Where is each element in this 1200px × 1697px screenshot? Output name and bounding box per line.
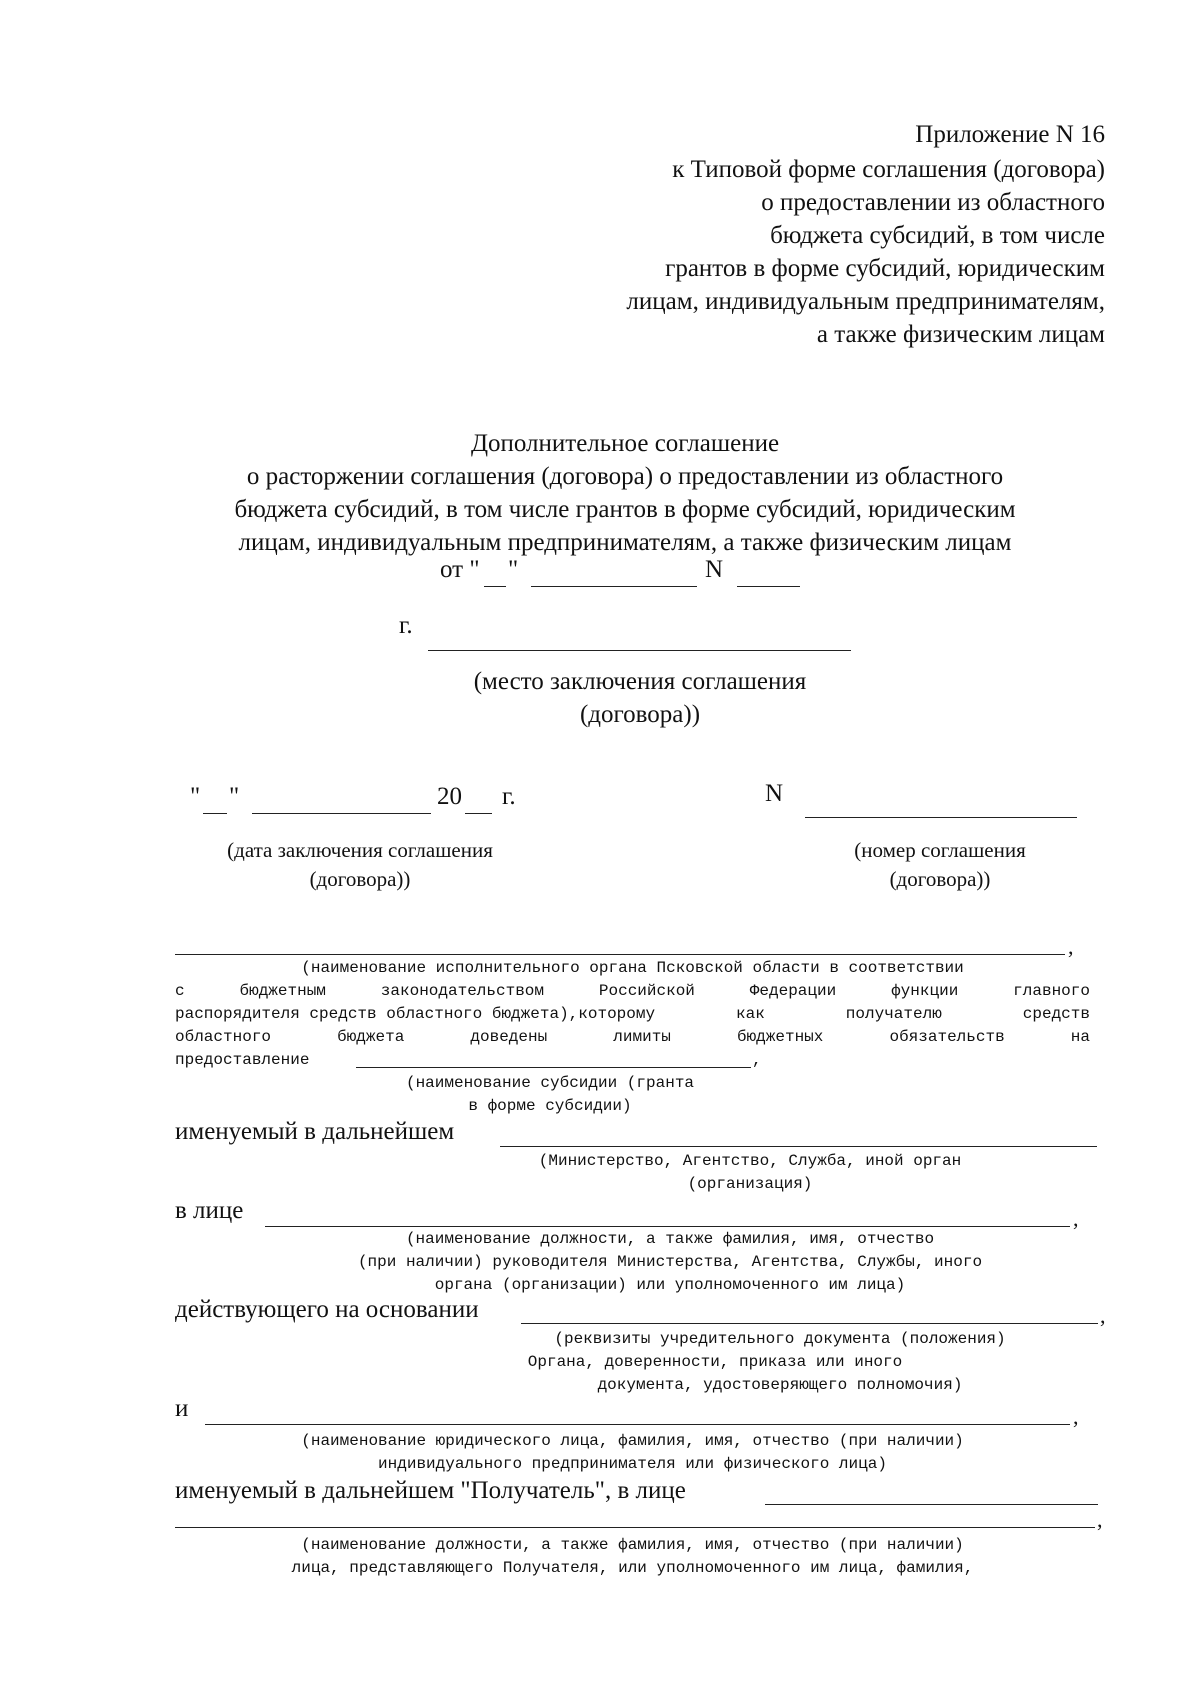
place-caption: (договора)) [579,701,701,728]
organ-caption-justified: областного бюджета доведены лимиты бюджетных обязательств на [175,1028,1090,1046]
city-prefix: г. [399,612,413,639]
and-label: и [175,1395,189,1422]
acting-label: действующего на основании [175,1296,479,1323]
provision-label: предоставление [175,1051,310,1069]
organ-caption-justified: распорядителя средств областного бюджета),которому как получателю средств [175,1005,1090,1023]
title-line: Дополнительное соглашение [470,430,780,457]
position-caption: органа (организации) или уполномоченного им лица) [434,1276,906,1294]
year-blank[interactable] [465,813,492,814]
number-caption: (номер соглашения [854,838,1026,862]
basis-blank[interactable] [521,1323,1098,1324]
recipient-caption: (наименование должности, а также фамилия, имя, отчество (при наличии) [301,1536,964,1554]
quote-close: " [508,556,519,583]
legal-entity-blank[interactable] [205,1424,1070,1425]
position-caption: (при наличии) руководителя Министерства, Агентства, Службы, иного [357,1253,983,1271]
date-quote-close: " [229,783,240,810]
comma: , [1068,934,1074,959]
place-blank[interactable] [428,650,851,651]
agreement-number-blank[interactable] [805,817,1077,818]
ministry-caption: (организация) [687,1175,813,1193]
date-day-blank[interactable] [203,813,227,814]
appendix-line: бюджета субсидий, в том числе [770,222,1105,249]
date-month-blank[interactable] [252,813,431,814]
ministry-blank[interactable] [500,1146,1097,1147]
ministry-caption: (Министерство, Агентство, Служба, иной орган [538,1152,962,1170]
agreement-number-sign: N [765,780,784,807]
appendix-line: к Типовой форме соглашения (договора) [672,156,1105,183]
appendix-line: грантов в форме субсидий, юридическим [665,255,1105,282]
recipient-label: именуемый в дальнейшем "Получатель", в лице [175,1477,686,1504]
organ-caption-justified: с бюджетным законодательством Российской Федерации функции главного [175,982,1090,1000]
organ-caption: (наименование исполнительного органа Псковской области в соответствии [301,959,964,977]
basis-caption: Органа, доверенности, приказа или иного [527,1353,903,1371]
in-person-label: в лице [175,1197,244,1224]
position-caption: (наименование должности, а также фамилия, имя, отчество [405,1230,935,1248]
date-quote-open: " [190,783,201,810]
title-line: лицам, индивидуальным предпринимателям, а также физическим лицам [238,529,1012,556]
appendix-number: Приложение N 16 [915,121,1105,148]
date-caption: (дата заключения соглашения [227,838,493,862]
number-caption: (договора)) [889,867,991,891]
appendix-line: лицам, индивидуальным предпринимателям, [626,288,1105,315]
recipient-caption: лица, представляющего Получателя, или уполномоченного им лица, фамилия, [291,1559,974,1577]
recipient-representative-blank[interactable] [765,1504,1098,1505]
from-prefix: от " [440,556,480,583]
day-blank[interactable] [484,586,506,587]
basis-caption: (реквизиты учредительного документа (положения) [554,1330,1006,1348]
legal-caption: (наименование юридического лица, фамилия, имя, отчество (при наличии) [301,1432,964,1450]
appendix-line: а также физическим лицам [816,321,1105,348]
number-blank[interactable] [737,586,800,587]
month-blank[interactable] [531,586,697,587]
title-line: бюджета субсидий, в том числе грантов в форме субсидий, юридическим [234,496,1016,523]
hereinafter-label: именуемый в дальнейшем [175,1118,455,1145]
head-position-blank[interactable] [265,1226,1070,1227]
comma: , [1100,1303,1106,1328]
place-caption: (место заключения соглашения [473,668,807,695]
organ-name-blank[interactable] [175,954,1065,955]
recipient-representative-blank-2[interactable] [175,1527,1095,1528]
subsidy-caption: в форме субсидии) [468,1097,632,1115]
legal-caption: индивидуального предпринимателя или физического лица) [378,1455,887,1473]
comma: , [1073,1404,1079,1429]
comma: , [752,1051,762,1069]
subsidy-caption: (наименование субсидии (гранта [405,1074,695,1092]
date-caption: (договора)) [309,867,411,891]
appendix-line: о предоставлении из областного [761,189,1105,216]
number-sign: N [705,556,724,583]
year-prefix: 20 [437,783,462,810]
title-line: о расторжении соглашения (договора) о предоставлении из областного [246,463,1004,490]
comma: , [1073,1206,1079,1231]
year-suffix: г. [502,783,516,810]
basis-caption: документа, удостоверяющего полномочия) [597,1376,963,1394]
subsidy-name-blank[interactable] [356,1067,751,1068]
comma: , [1097,1507,1103,1532]
